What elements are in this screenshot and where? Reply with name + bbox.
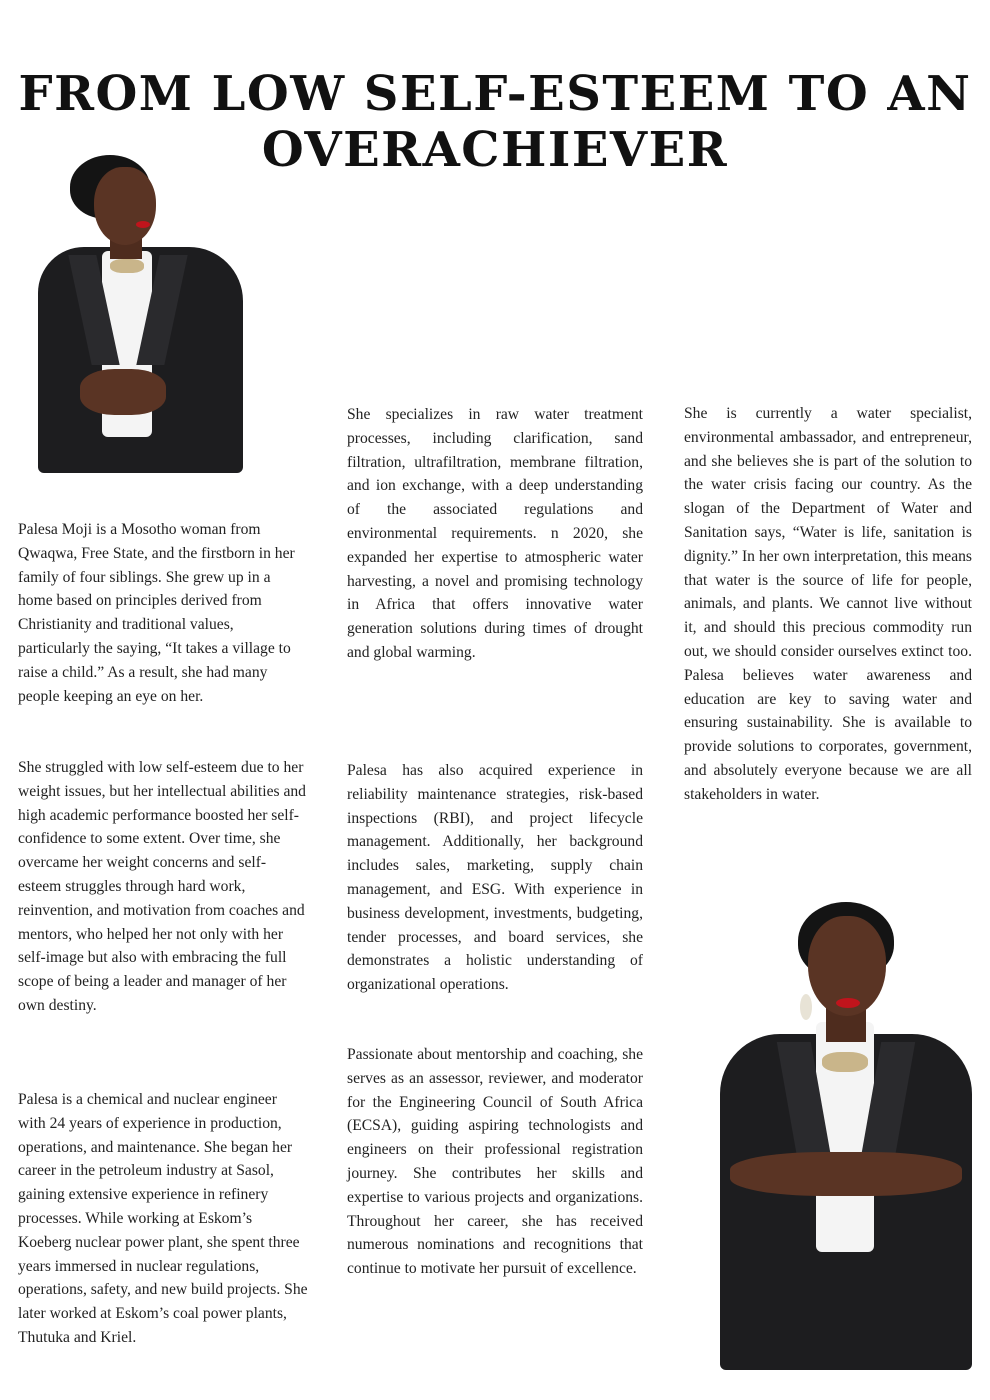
- body-paragraph: She is currently a water specialist, environmental ambassador, and entrepreneur, and she believes she is part of the solution to the water crisis facing our country. As the slogan of the Department of Water and Sanitation says, “Water is life, sanitation is dignity.” In her own interpretation, this means that water is the source of life for people, animals, and plants. We cannot live without it, and should this precious commodity run out, we should consider ourselves extinct too. Palesa believes water awareness and education are key to saving water and ensuring sustainability. She is available to provide solutions to corporates, government, and absolutely everyone because we are all stakeholders in water.: [684, 405, 972, 803]
- body-paragraph: Passionate about mentorship and coaching, she serves as an assessor, reviewer, and moderator for the Engineering Council of South Africa (ECSA), guiding aspiring technologists and engineers on their professional registration journey. She contributes her skills and expertise to various projects and organizations. Throughout her career, she has received numerous nominations and recognitions that continue to motivate her pursuit of excellence.: [347, 1046, 643, 1278]
- body-paragraph: She struggled with low self-esteem due to her weight issues, but her intellectual abilities and high academic performance boosted her self-confidence to some extent. Over time, she overcame her weight concerns and self-esteem struggles through hard work, reinvention, and motivation from coaches and mentors, who helped her not only with her self-image but also with embracing the full scope of being a leader and manager of her own destiny.: [18, 759, 306, 1014]
- body-paragraph: Palesa has also acquired experience in reliability maintenance strategies, risk-based inspections (RBI), and project lifecycle management. Additionally, her background includes sales, marketing, supply chain management, and ESG. With experience in business development, investments, budgeting, tender processes, and board services, she demonstrates a holistic understanding of organizational operations.: [347, 762, 643, 994]
- earring-shape: [800, 994, 812, 1020]
- body-paragraph: She specializes in raw water treatment processes, including clarification, sand filtration, ultrafiltration, membrane filtration, and ion exchange, with a deep understanding of the associated regulations and environmental requirements. n 2020, she expanded her expertise to atmospheric water harvesting, a novel and promising technology in Africa that offers innovative water generation solutions during times of drought and global warming.: [347, 406, 643, 661]
- body-paragraph: Palesa Moji is a Mosotho woman from Qwaqwa, Free State, and the firstborn in her family of four siblings. She grew up in a home based on principles derived from Christianity and traditional values, particularly the saying, “It takes a village to raise a child.” As a result, she had many people keeping an eye on her.: [18, 521, 295, 705]
- brooch-shape: [110, 259, 144, 273]
- hands-shape: [80, 369, 166, 415]
- lips-shape: [136, 221, 150, 228]
- portrait-photo-top: [36, 155, 246, 475]
- hands-shape: [730, 1152, 962, 1196]
- portrait-photo-bottom: [716, 902, 976, 1370]
- body-paragraph: Palesa is a chemical and nuclear engineer with 24 years of experience in production, operations, and maintenance. She began her career in the petroleum industry at Sasol, gaining extensive experience in refinery processes. While working at Eskom’s Koeberg nuclear power plant, she spent three years immersed in nuclear regulations, operations, safety, and new build projects. She later worked at Eskom’s coal power plants, Thutuka and Kriel.: [18, 1091, 308, 1346]
- face-shape: [94, 167, 156, 245]
- article-title: FROM LOW SELF-ESTEEM TO AN OVERACHIEVER: [18, 66, 972, 178]
- lips-shape: [836, 998, 860, 1008]
- brooch-shape: [822, 1052, 868, 1072]
